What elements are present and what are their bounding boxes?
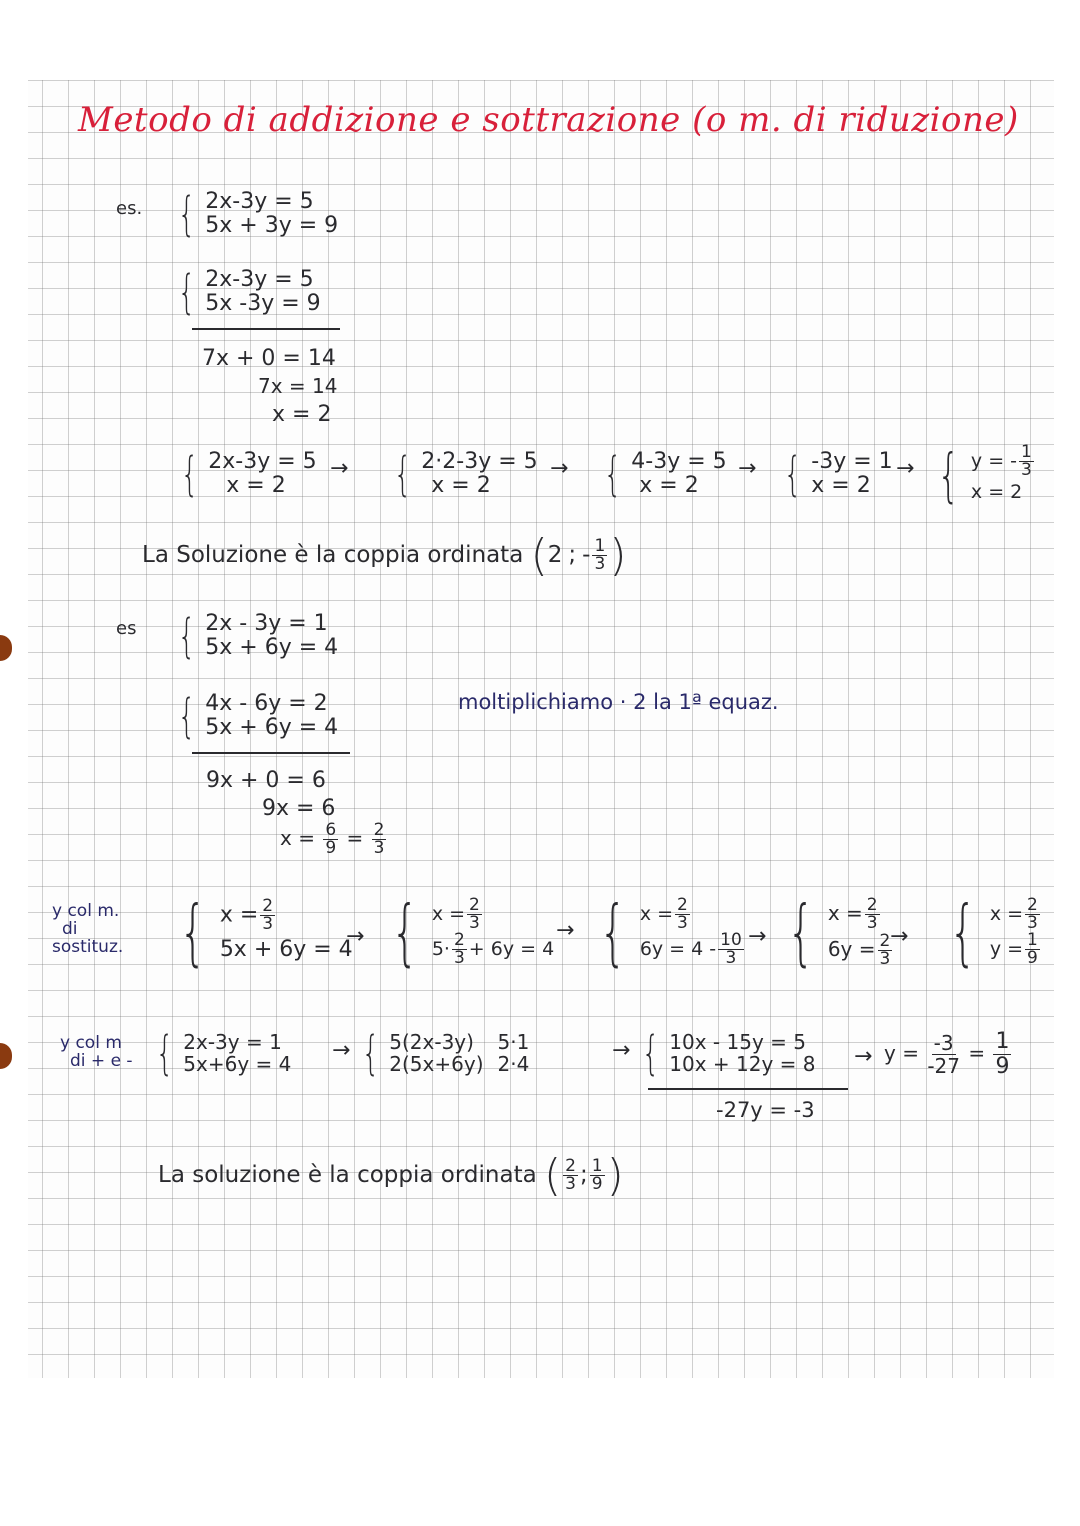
chain-step-2 <box>388 447 538 501</box>
label-line: y col m. <box>52 901 120 921</box>
label-line: di <box>62 919 78 939</box>
final-solution-sentence <box>158 1150 624 1201</box>
substitution-label <box>52 902 123 956</box>
paren: ( <box>544 1150 562 1201</box>
denominator: 3 <box>469 913 480 933</box>
equation: x = <box>219 902 259 927</box>
brace-icon: { <box>599 890 627 974</box>
numerator: 1 <box>1027 930 1038 950</box>
sum-step: 7x = 14 <box>258 374 338 398</box>
substitution-step-3 <box>590 890 746 974</box>
equation: 4-3y = 5 <box>631 449 727 474</box>
difference-result: -27y = -3 <box>716 1098 815 1122</box>
equation: x = <box>431 903 466 925</box>
arrow-icon: → <box>346 924 365 949</box>
numerator: -3 <box>933 1031 954 1055</box>
denominator: 3 <box>879 949 891 969</box>
x-result <box>280 822 388 857</box>
y-prefix: y = <box>884 1041 919 1065</box>
numerator: 2 <box>262 895 274 916</box>
solution-text: La soluzione è la coppia ordinata <box>158 1162 537 1188</box>
equation: 2(5x+6y) <box>389 1052 484 1076</box>
equation: x = 2 <box>970 481 1023 503</box>
paren: ( <box>530 530 548 581</box>
equation: y = - <box>970 450 1018 472</box>
system-aligned-1 <box>172 265 321 319</box>
brace-icon: { <box>177 689 196 743</box>
system-original-2 <box>172 609 339 663</box>
chain-step-1 <box>175 447 317 501</box>
numerator: 10 <box>720 930 742 950</box>
arrow-icon: → <box>854 1044 873 1069</box>
equation: 5x+6y = 4 <box>183 1052 292 1076</box>
equation: x = <box>639 903 674 925</box>
brace-icon: { <box>937 440 960 509</box>
denominator: -27 <box>927 1054 960 1078</box>
arrow-icon: → <box>556 918 575 943</box>
numerator: 2 <box>469 895 480 915</box>
equation: 6y = <box>827 937 876 961</box>
equation: 5x + 6y = 4 <box>219 936 353 962</box>
example-label: es <box>116 618 137 639</box>
equation: 6y = 4 - <box>639 938 717 960</box>
separator: ; <box>568 542 577 568</box>
system-multiplied-2 <box>172 689 339 743</box>
binder-hole <box>0 635 12 661</box>
rhs: 5·1 <box>497 1030 530 1054</box>
equation: x = 2 <box>811 473 871 498</box>
denominator: 3 <box>866 913 878 933</box>
equation: 5x + 6y = 4 <box>205 635 339 660</box>
binder-hole <box>0 1043 12 1069</box>
brace-icon: { <box>641 1026 660 1080</box>
numerator: 2 <box>866 895 878 915</box>
brace-icon: { <box>179 890 207 974</box>
equation: x = 2 <box>639 473 699 498</box>
numerator: 2 <box>1027 895 1038 915</box>
brace-icon: { <box>177 609 196 663</box>
arrow-icon: → <box>612 1038 631 1063</box>
brace-icon: { <box>155 1026 174 1080</box>
denominator: 9 <box>995 1054 1010 1079</box>
brace-icon: { <box>177 265 196 319</box>
equation: y = <box>989 938 1024 960</box>
numerator: 2 <box>677 895 688 915</box>
label-line: di + e - <box>70 1051 133 1071</box>
chain-step-5 <box>930 440 1036 509</box>
sign: - <box>582 542 591 568</box>
solution-text: La Soluzione è la coppia ordinata <box>142 542 524 568</box>
sum-step: 9x = 6 <box>262 796 336 821</box>
numerator: 1 <box>594 536 606 556</box>
denominator: 3 <box>453 948 465 968</box>
equation: 5x -3y = 9 <box>205 291 321 316</box>
reduction-scaled <box>356 1026 530 1080</box>
numerator: 2 <box>565 1156 576 1176</box>
numerator: 1 <box>591 1156 603 1176</box>
brace-icon: { <box>603 447 622 501</box>
substitution-step-4 <box>778 890 894 974</box>
brace-icon: { <box>393 447 412 501</box>
substitution-step-5 <box>940 890 1042 974</box>
equation: -3y = 1 <box>811 449 893 474</box>
brace-icon: { <box>180 447 199 501</box>
x-prefix: x = <box>280 826 315 850</box>
chain-step-3 <box>598 447 727 501</box>
denominator: 3 <box>262 913 274 934</box>
denominator: 3 <box>594 554 606 574</box>
equation: 10x + 12y = 8 <box>669 1052 816 1076</box>
numerator: 2 <box>373 820 385 840</box>
numerator: 1 <box>995 1029 1010 1054</box>
equation: x = 2 <box>226 473 286 498</box>
denominator: 9 <box>591 1174 603 1194</box>
page-title: Metodo di addizione e sottrazione (o m. di riduzione) <box>78 100 1019 140</box>
equation: + 6y = 4 <box>468 938 555 960</box>
equation: x = <box>827 901 863 925</box>
equation: 2x-3y = 5 <box>208 449 317 474</box>
separator: ; <box>580 1162 588 1188</box>
equation: 2x-3y = 1 <box>183 1030 282 1054</box>
rhs: 2·4 <box>497 1052 530 1076</box>
brace-icon: { <box>391 890 419 974</box>
equation: 5(2x-3y) <box>389 1030 474 1054</box>
arrow-icon: → <box>748 924 767 949</box>
arrow-icon: → <box>550 456 569 481</box>
y-result <box>884 1030 1013 1079</box>
sum-step: 9x + 0 = 6 <box>206 768 326 793</box>
numerator: 2 <box>879 931 891 951</box>
denominator: 3 <box>565 1174 576 1194</box>
arrow-icon: → <box>330 456 349 481</box>
equation: 5x + 6y = 4 <box>205 715 339 740</box>
equation: 2x-3y = 5 <box>205 267 314 292</box>
sum-rule <box>192 328 340 330</box>
equation: 4x - 6y = 2 <box>205 691 328 716</box>
brace-icon: { <box>177 187 196 241</box>
arrow-icon: → <box>896 456 915 481</box>
arrow-icon: → <box>890 924 909 949</box>
sum-step: 7x + 0 = 14 <box>202 346 336 371</box>
denominator: 9 <box>325 838 337 858</box>
label-line: y col m <box>60 1033 122 1053</box>
equation: 10x - 15y = 5 <box>669 1030 806 1054</box>
equation: x = 2 <box>431 473 491 498</box>
substitution-step-2 <box>382 890 555 974</box>
substitution-step-1 <box>170 890 353 974</box>
reduction-system <box>150 1026 292 1080</box>
equation: 2x-3y = 5 <box>205 189 314 214</box>
numerator: 6 <box>325 820 337 840</box>
chain-step-4 <box>778 447 893 501</box>
equals: = <box>968 1041 986 1065</box>
paren: ) <box>606 1150 624 1201</box>
reduction-label <box>60 1034 133 1070</box>
equation: 2x - 3y = 1 <box>205 611 328 636</box>
reduction-expanded <box>636 1026 816 1080</box>
brace-icon: { <box>949 890 977 974</box>
equals: = <box>346 826 364 850</box>
brace-icon: { <box>783 447 802 501</box>
numerator: 1 <box>1021 442 1032 462</box>
numerator: 2 <box>453 930 465 950</box>
example-label: es. <box>116 198 143 219</box>
label-line: sostituz. <box>52 937 124 957</box>
denominator: 3 <box>677 913 688 933</box>
equation: 5· <box>431 938 450 960</box>
denominator: 3 <box>373 838 385 858</box>
denominator: 3 <box>1021 460 1032 480</box>
denominator: 3 <box>725 948 737 968</box>
arrow-icon: → <box>738 456 757 481</box>
arrow-icon: → <box>332 1038 351 1063</box>
solution-x: 2 <box>547 542 563 568</box>
sum-step: x = 2 <box>272 402 332 427</box>
annotation-note: moltiplichiamo · 2 la 1ª equaz. <box>458 690 779 714</box>
difference-rule <box>648 1088 848 1090</box>
solution-sentence <box>142 530 626 581</box>
equation: x = <box>989 903 1024 925</box>
denominator: 3 <box>1027 913 1038 933</box>
sum-rule <box>192 752 350 754</box>
system-original-1 <box>172 187 339 241</box>
brace-icon: { <box>787 890 815 974</box>
denominator: 9 <box>1027 948 1038 968</box>
brace-icon: { <box>361 1026 380 1080</box>
equation: 2·2-3y = 5 <box>421 449 538 474</box>
paren: ) <box>609 530 627 581</box>
equation: 5x + 3y = 9 <box>205 213 339 238</box>
